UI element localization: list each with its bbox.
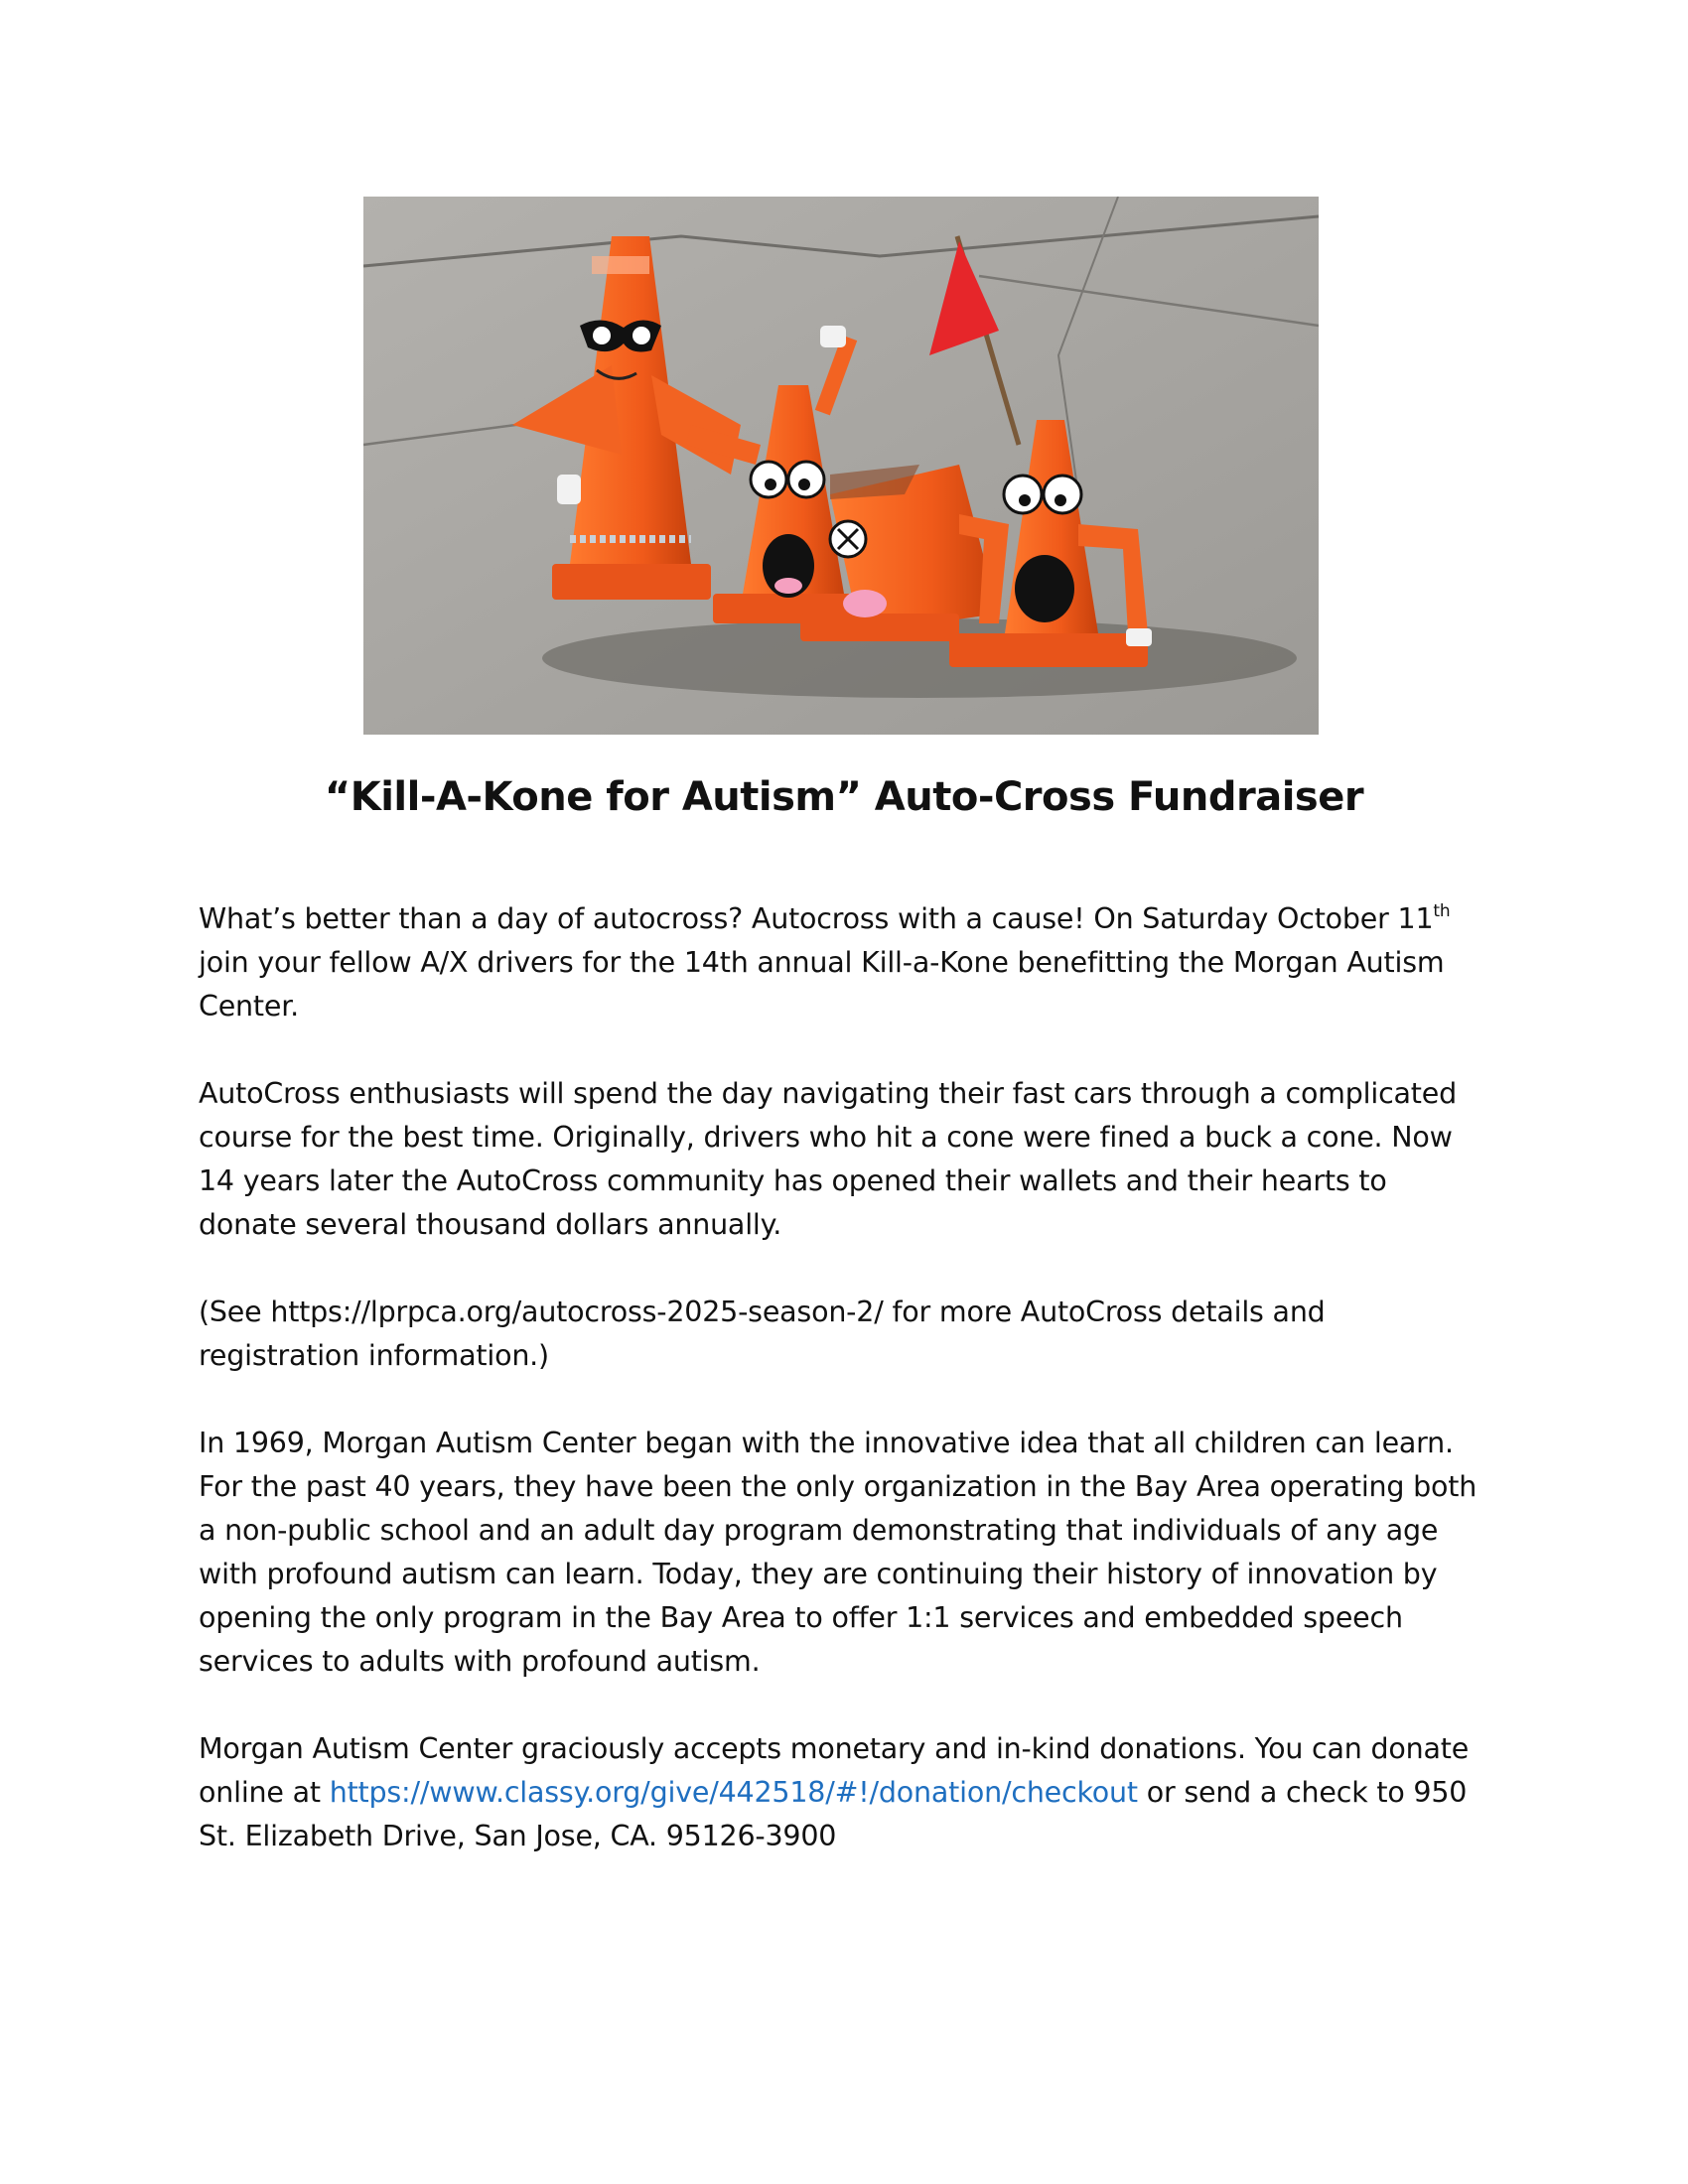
donation-text-a: Morgan Autism Center graciously accepts monetary and in-kind donations. You can donate online at — [199, 1732, 1470, 1809]
donation-text-b: or send a check to 950 St. Elizabeth Drive, San Jose, CA. 95126-3900 — [199, 1776, 1468, 1852]
paragraph-history: In 1969, Morgan Autism Center began with the innovative idea that all children can learn. For the past 40 years, they have been the only organization in the Bay Area operating both a non-public school and an adult day program demonstrating that individuals of any age with profound autism can learn. Today, they are continuing their history of innovation by opening the only program in the Bay Area to offer 1:1 services and embedded speech services to adults with profound autism. — [199, 1427, 1477, 1678]
paragraph-autocross: AutoCross enthusiasts will spend the day navigating their fast cars through a complicated course for the best time. Originally, drivers who hit a cone were fined a buck a cone. Now 14 years later the AutoCross community has opened their wallets and their hearts to donate several thousand dollars annually. — [199, 1077, 1458, 1241]
donation-link[interactable]: https://www.classy.org/give/442518/#!/donation/checkout — [329, 1776, 1138, 1809]
intro-text-b: join your fellow A/X drivers for the 14th annual Kill-a-Kone benefitting the Morgan Autism Center. — [199, 946, 1445, 1023]
cone-characters-photo — [363, 197, 1319, 735]
intro-text-a: What’s better than a day of autocross? Autocross with a cause! On Saturday October 11 — [199, 902, 1434, 935]
article-body — [199, 897, 1489, 1902]
ordinal-suffix: th — [1433, 900, 1451, 921]
paragraph-intro — [199, 897, 1489, 1028]
page-title: “Kill-A-Kone for Autism” Auto-Cross Fundraiser — [324, 774, 1364, 820]
paragraph-donations — [199, 1727, 1489, 1858]
paragraph-see-details: (See https://lprpca.org/autocross-2025-season-2/ for more AutoCross details and registration information.) — [199, 1296, 1326, 1372]
